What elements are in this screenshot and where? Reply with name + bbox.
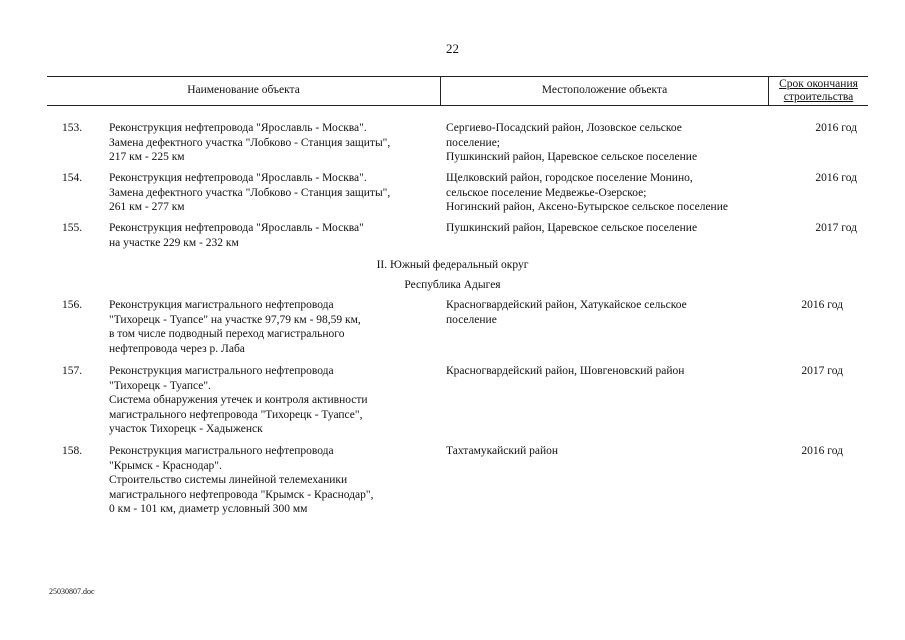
completion-deadline: 2016 год	[801, 445, 843, 457]
column-header-location: Местоположение объекта	[541, 84, 668, 96]
row-number: 157.	[62, 365, 83, 377]
completion-deadline: 2016 год	[815, 122, 857, 134]
column-header-name: Наименование объекта	[187, 84, 300, 96]
document-file-code: 25030807.doc	[49, 587, 95, 596]
object-name: Реконструкция нефтепровода "Ярославль - Москва" на участке 229 км - 232 км	[109, 222, 364, 249]
object-name: Реконструкция магистрального нефтепровода "Крымск - Краснодар". Строительство системы линейной телемеханики магистрального нефтепровода "Крымск - Краснодар", 0 км - 101 км, диаметр условный 300 мм	[109, 445, 374, 516]
completion-deadline: 2016 год	[801, 299, 843, 311]
object-name: Реконструкция магистрального нефтепровода "Тихорецк - Туапсе". Система обнаружения утечек и контроля активности магистрального нефтепровода "Тихорецк - Туапсе", участок Тихорецк - Хадыженск	[109, 365, 368, 436]
completion-deadline: 2017 год	[815, 222, 857, 234]
column-header-deadline: Срок окончания строительства	[779, 77, 858, 103]
section-title: II. Южный федеральный округ	[376, 259, 529, 271]
row-number: 153.	[62, 122, 83, 134]
object-name: Реконструкция магистрального нефтепровода "Тихорецк - Туапсе" на участке 97,79 км - 98,59 км, в том числе подводный переход магистрального нефтепровода через р. Лаба	[109, 299, 361, 355]
object-name: Реконструкция нефтепровода "Ярославль - Москва". Замена дефектного участка "Лобково - Станция защиты", 261 км - 277 км	[109, 172, 391, 214]
row-number: 158.	[62, 445, 83, 457]
object-location: Пушкинский район, Царевское сельское поселение	[446, 222, 698, 234]
row-number: 155.	[62, 222, 83, 234]
subsection-title: Республика Адыгея	[404, 279, 501, 291]
table-header-bottom-rule	[47, 105, 868, 106]
page-number: 22	[446, 41, 459, 56]
object-location: Сергиево-Посадский район, Лозовское сельское поселение; Пушкинский район, Царевское сельское поселение	[446, 122, 698, 164]
row-number: 156.	[62, 299, 83, 311]
row-number: 154.	[62, 172, 83, 184]
completion-deadline: 2017 год	[801, 365, 843, 377]
completion-deadline: 2016 год	[815, 172, 857, 184]
object-location: Красногвардейский район, Шовгеновский район	[446, 365, 685, 377]
object-location: Красногвардейский район, Хатукайское сельское поселение	[446, 299, 687, 326]
object-location: Щелковский район, городское поселение Монино, сельское поселение Медвежье-Озерское; Ногинский район, Аксено-Бутырское сельское поселение	[446, 172, 728, 214]
object-location: Тахтамукайский район	[446, 445, 559, 457]
object-name: Реконструкция нефтепровода "Ярославль - Москва". Замена дефектного участка "Лобково - Станция защиты", 217 км - 225 км	[109, 122, 391, 164]
